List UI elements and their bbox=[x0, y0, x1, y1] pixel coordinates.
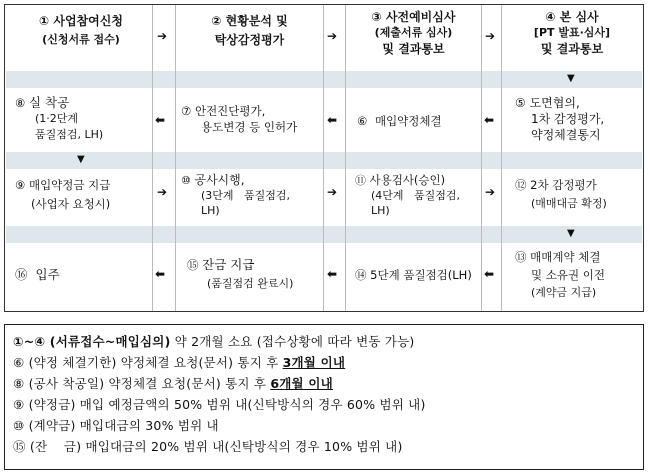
step-4: ④ 본 심사 [PT 발표·심사] 및 결과통보 bbox=[533, 10, 611, 56]
arrow-left-icon: ⬅ bbox=[155, 267, 166, 281]
arrow-left-icon: ⬅ bbox=[327, 267, 338, 281]
note-2: ⑥ (약정 체결기한) 약정체결 요청(문서) 통지 후 3개월 이내 bbox=[13, 355, 346, 370]
arrow-down-icon: ▼ bbox=[567, 73, 575, 84]
arrow-right-icon: ➔ bbox=[157, 185, 168, 199]
step-9: ⑨ 매입약정금 지급 (사업자 요청시) bbox=[15, 178, 111, 211]
step-14: ⑭ 5단계 품질점검(LH) bbox=[355, 268, 472, 282]
step-15: ⑮ 잔금 지급 (품질점검 완료시) bbox=[187, 257, 294, 290]
notes-box bbox=[4, 324, 644, 470]
note-6: ⑮ (잔 금) 매입대금의 20% 범위 내(신탁방식의 경우 10% 범위 내) bbox=[13, 439, 403, 454]
step-1: ① 사업참여신청 (신청서류 접수) bbox=[39, 14, 123, 46]
step-5: ⑤ 도면협의, 1차 감정평가, 약정체결통지 bbox=[515, 96, 605, 142]
step-8: ⑧ 실 착공 (1·2단계 품질점검, LH) bbox=[15, 95, 104, 141]
arrow-down-icon: ▼ bbox=[77, 154, 85, 165]
arrow-right-icon: ➔ bbox=[485, 185, 496, 199]
step-6: ⑥ 매입약정체결 bbox=[357, 114, 442, 128]
arrow-left-icon: ⬅ bbox=[155, 113, 166, 127]
step-16: ⑯ 입주 bbox=[15, 267, 60, 282]
arrow-right-icon: ➔ bbox=[157, 29, 168, 43]
arrow-left-icon: ⬅ bbox=[484, 267, 495, 281]
arrow-right-icon: ➔ bbox=[327, 29, 338, 43]
step-2: ② 현황분석 및 탁상감정평가 bbox=[211, 14, 288, 47]
arrow-down-icon: ▼ bbox=[567, 228, 575, 239]
separator-band bbox=[6, 152, 642, 169]
note-5: ⑩ (계약금) 매입대금의 30% 범위 내 bbox=[13, 418, 219, 433]
note-1: ①~④ (서류접수~매입심의) 약 2개월 소요 (접수상황에 따라 변동 가능) bbox=[13, 334, 415, 349]
note-3: ⑧ (공사 착공일) 약정체결 요청(문서) 통지 후 6개월 이내 bbox=[13, 376, 333, 391]
step-7: ⑦ 안전진단평가, 용도변경 등 인허가 bbox=[181, 104, 298, 134]
step-11: ⑪ 사용검사(승인) (4단계 품질점검, LH) bbox=[355, 173, 461, 217]
arrow-right-icon: ➔ bbox=[327, 185, 338, 199]
step-12: ⑫ 2차 감정평가 (매매대금 확정) bbox=[515, 178, 607, 210]
note-4: ⑨ (약정금) 매입 예정금액의 50% 범위 내(신탁방식의 경우 60% 범위 내) bbox=[13, 397, 426, 412]
process-flow-table bbox=[4, 4, 644, 312]
separator-band bbox=[6, 71, 642, 88]
separator-band bbox=[6, 226, 642, 243]
arrow-left-icon: ⬅ bbox=[484, 113, 495, 127]
step-3: ③ 사전예비심사 (제출서류 심사) 및 결과통보 bbox=[371, 10, 456, 56]
arrow-right-icon: ➔ bbox=[485, 29, 496, 43]
step-10: ⑩ 공사시행, (3단계 품질점검, LH) bbox=[181, 173, 291, 217]
arrow-left-icon: ⬅ bbox=[327, 113, 338, 127]
step-13: ⑬ 매매계약 체결 및 소유권 이전 (계약금 지급) bbox=[515, 250, 605, 299]
